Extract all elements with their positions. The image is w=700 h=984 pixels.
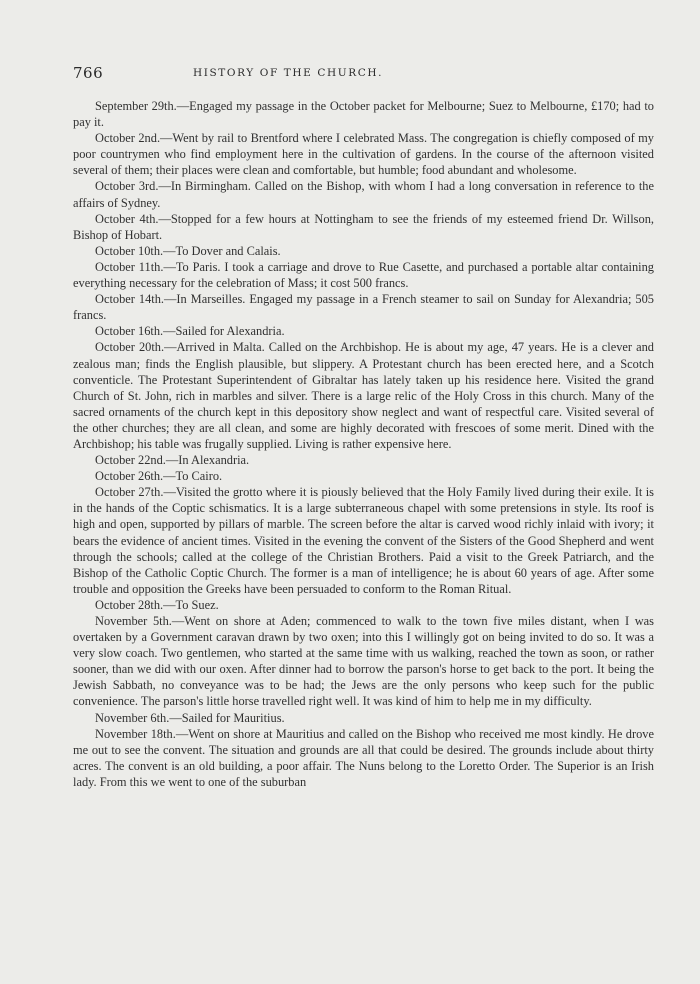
paragraph-oct-3: October 3rd.—In Birmingham. Called on the Bishop, with whom I had a long conversation in reference to the affairs of Sydney. [73, 179, 654, 210]
paragraph-oct-20: October 20th.—Arrived in Malta. Called on the Archbishop. He is about my age, 47 years. He is a clever and zealous man; finds the English plausible, but slippery. A Protestant church has been erected here, and a Scotch conventicle. The Protestant Superintendent of Gibraltar has lately taken up his residence here. Visited the grand Church of St. John, rich in marbles and silver. There is a large relic of the Holy Cross in this church. Many of the sacred ornaments of the church kept in this depository show neglect and want of respectful care. Visited several of the other churches; they are all clean, and some are highly decorated with frescoes of some merit. Dined with the Archbishop; his table was frugally supplied. Living is rather expensive here. [73, 340, 654, 451]
paragraph-oct-22: October 22nd.—In Alexandria. [95, 453, 250, 468]
paragraph-oct-10: October 10th.—To Dover and Calais. [95, 243, 281, 258]
body-text [73, 98, 654, 790]
paragraph-sept-29: September 29th.—Engaged my passage in the October packet for Melbourne; Suez to Melbourne, £170; had to pay it. [73, 99, 654, 130]
paragraph-oct-26: October 26th.—To Cairo. [95, 469, 223, 484]
paragraph-oct-27: October 27th.—Visited the grotto where it is piously believed that the Holy Family lived during their exile. It is in the hands of the Coptic schismatics. It is a large subterraneous chapel with some pretensions in style. Its roof is high and open, supported by pillars of marble. The screen before the altar is carved wood richly inlaid with ivory; it bears the evidence of ancient times. Visited in the evening the convent of the Sisters of the Good Shepherd and went through the schools; called at the college of the Christian Brothers. Paid a visit to the Greek Patriarch, and the Bishop of the Catholic Coptic Church. The former is a man of intelligence; he is about 60 years of age. After some trouble and opposition the Greeks have been persuaded to conform to the Roman Ritual. [73, 485, 654, 596]
paragraph-oct-14: October 14th.—In Marseilles. Engaged my passage in a French steamer to sail on Sunday for Alexandria; 505 francs. [73, 292, 654, 323]
page-number: 766 [73, 64, 104, 82]
running-head: HISTORY OF THE CHURCH. [193, 67, 384, 79]
paragraph-nov-5: November 5th.—Went on shore at Aden; commenced to walk to the town five miles distant, when I was overtaken by a Government caravan drawn by two oxen; into this I willingly got on being invited to do so. It was a very slow coach. Two gentlemen, who started at the same time with us walking, reached the town as soon, or rather sooner, than we did with our oxen. After dinner had to borrow the parson's horse to get back to the port. It being the Jewish Sabbath, no conveyance was to be had; the Jews are the only persons who keep such for the public convenience. The parson's little horse travelled right well. It was kind of him to help me in my difficulty. [73, 614, 654, 709]
page-header [73, 64, 657, 84]
paragraph-oct-16: October 16th.—Sailed for Alexandria. [95, 324, 285, 339]
paragraph-oct-11: October 11th.—To Paris. I took a carriage and drove to Rue Casette, and purchased a portable altar containing everything necessary for the celebration of Mass; it cost 500 francs. [73, 259, 654, 291]
paragraph-nov-6: November 6th.—Sailed for Mauritius. [95, 710, 285, 725]
paragraph-oct-2: October 2nd.—Went by rail to Brentford where I celebrated Mass. The congregation is chiefly composed of my poor countrymen who find employment here in the cultivation of gardens. In the course of the afternoon visited several of them; their places were clean and comfortable, but humble; food abundant and wholesome. [73, 131, 654, 178]
paragraph-nov-18: November 18th.—Went on shore at Mauritius and called on the Bishop who received me most kindly. He drove me out to see the convent. The situation and grounds are all that could be desired. The grounds include about thirty acres. The convent is an old building, a poor affair. The Nuns belong to the Loretto Order. The Superior is an Irish lady. From this we went to one of the suburban [73, 726, 654, 789]
paragraph-oct-4: October 4th.—Stopped for a few hours at Nottingham to see the friends of my esteemed friend Dr. Willson, Bishop of Hobart. [73, 211, 654, 242]
paragraph-oct-28: October 28th.—To Suez. [95, 597, 219, 612]
